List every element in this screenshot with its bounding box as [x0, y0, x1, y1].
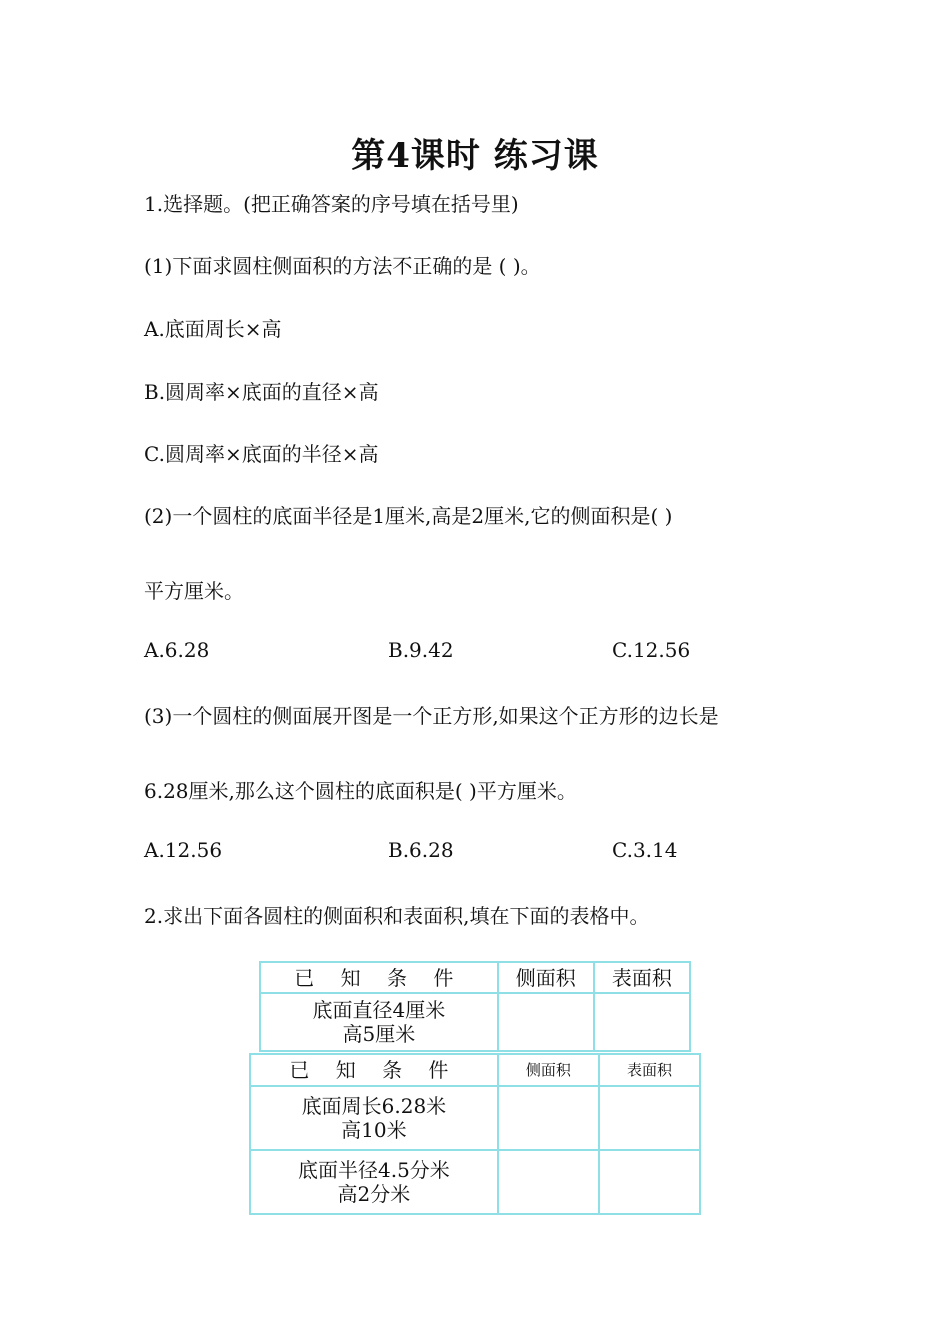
option-1-2-b[interactable]: B.9.42: [388, 638, 454, 662]
table-2: [249, 1053, 701, 1215]
question-1-2-stem-line1: (2)一个圆柱的底面半径是1厘米,高是2厘米,它的侧面积是( ): [144, 504, 673, 528]
table-row: [250, 1086, 700, 1150]
option-1-3-c[interactable]: C.3.14: [612, 838, 678, 862]
table-2-header-conditions: 已 知 条 件: [250, 1054, 498, 1086]
question-1-heading: 1.选择题。(把正确答案的序号填在括号里): [144, 192, 519, 216]
question-1-3-stem-line2: 6.28厘米,那么这个圆柱的底面积是( )平方厘米。: [144, 779, 577, 803]
surface-area-cell[interactable]: [599, 1150, 700, 1214]
lateral-area-cell[interactable]: [498, 993, 594, 1051]
question-1-3-stem-line1: (3)一个圆柱的侧面展开图是一个正方形,如果这个正方形的边长是: [144, 704, 719, 728]
lateral-area-cell[interactable]: [498, 1150, 599, 1214]
table-2-header-lateral: 侧面积: [498, 1054, 599, 1086]
table-2-header-surface: 表面积: [599, 1054, 700, 1086]
condition-cell: 底面周长6.28米 高10米: [250, 1086, 498, 1150]
option-1-2-c[interactable]: C.12.56: [612, 638, 691, 662]
table-1: [259, 961, 691, 1052]
surface-area-cell[interactable]: [599, 1086, 700, 1150]
table-1-header-lateral: 侧面积: [498, 962, 594, 993]
question-2-heading: 2.求出下面各圆柱的侧面积和表面积,填在下面的表格中。: [144, 904, 650, 928]
condition-cell: 底面半径4.5分米 高2分米: [250, 1150, 498, 1214]
option-1-2-a[interactable]: A.6.28: [144, 638, 210, 662]
option-1-3-b[interactable]: B.6.28: [388, 838, 454, 862]
question-1-1-stem: (1)下面求圆柱侧面积的方法不正确的是 ( )。: [144, 254, 541, 278]
option-1-1-c[interactable]: C.圆周率×底面的半径×高: [144, 442, 379, 466]
option-1-3-a[interactable]: A.12.56: [144, 838, 223, 862]
lateral-area-cell[interactable]: [498, 1086, 599, 1150]
option-1-1-a[interactable]: A.底面周长×高: [144, 317, 282, 341]
condition-cell: 底面直径4厘米 高5厘米: [260, 993, 498, 1051]
table-row: [260, 993, 690, 1051]
table-1-header-surface: 表面积: [594, 962, 690, 993]
question-1-2-stem-line2: 平方厘米。: [144, 579, 244, 603]
page-title: 第4课时 练习课: [351, 136, 599, 176]
table-1-header-conditions: 已 知 条 件: [260, 962, 498, 993]
option-1-1-b[interactable]: B.圆周率×底面的直径×高: [144, 380, 379, 404]
surface-area-cell[interactable]: [594, 993, 690, 1051]
table-row: [250, 1150, 700, 1214]
